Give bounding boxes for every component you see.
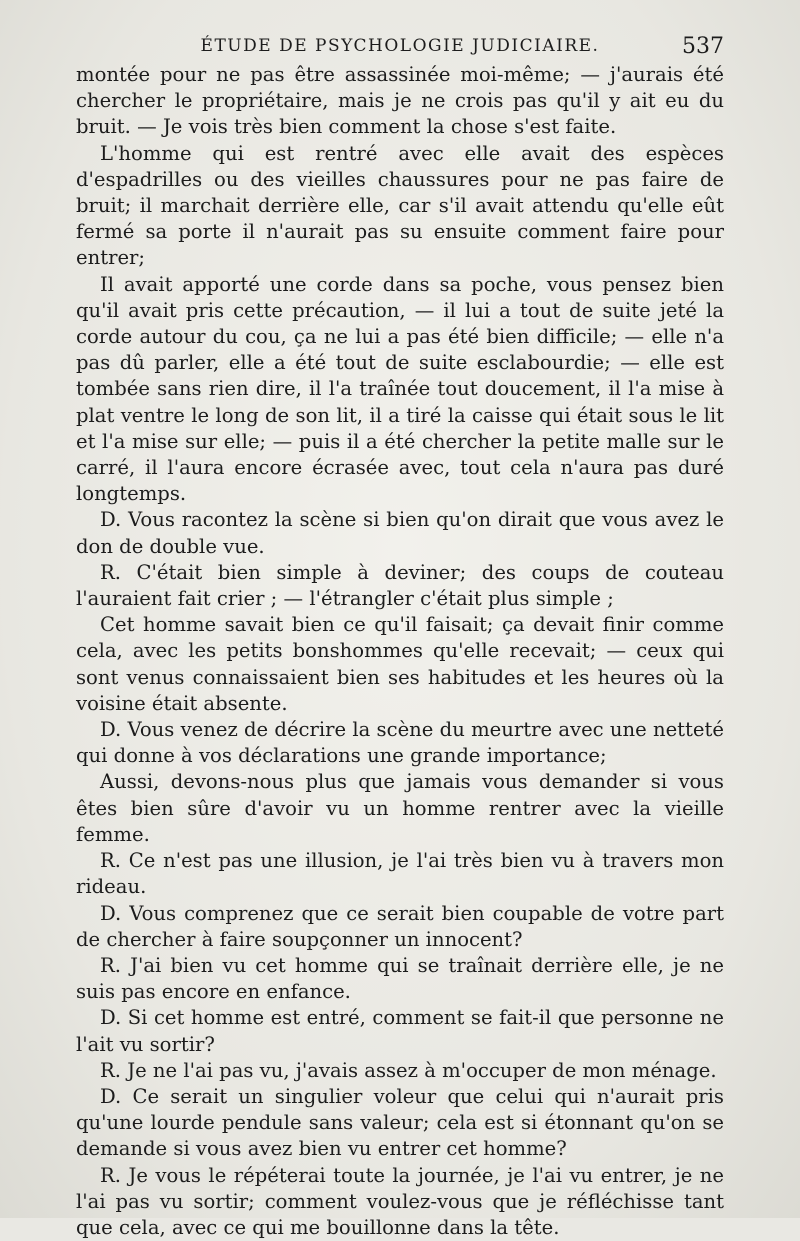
question-paragraph: D. Ce serait un singulier voleur que celui qui n'aurait pris qu'une lourde pendule sans valeur; cela est si étonnant qu'on se demande si vous avez bien vu entrer cet homme? bbox=[76, 1084, 724, 1161]
running-title: ÉTUDE DE PSYCHOLOGIE JUDICIAIRE. bbox=[200, 36, 600, 56]
question-paragraph: D. Si cet homme est entré, comment se fait-il que personne ne l'ait vu sortir? bbox=[76, 1006, 724, 1056]
body-text bbox=[76, 62, 724, 1241]
question-paragraph: D. Vous comprenez que ce serait bien coupable de votre part de chercher à faire soupçonner un innocent? bbox=[76, 901, 724, 951]
paragraph: Cet homme savait bien ce qu'il faisait; ça devait finir comme cela, avec les petits bonshommes qu'elle recevait; — ceux qui sont venus connaissaient bien ses habitudes et les heures où la voisine était absente. bbox=[76, 613, 724, 715]
paragraph: Aussi, devons-nous plus que jamais vous demander si vous êtes bien sûre d'avoir vu un homme rentrer avec la vieille femme. bbox=[76, 770, 724, 846]
paragraph-continued: montée pour ne pas être assassinée moi-même; — j'aurais été chercher le propriétaire, mais je ne crois pas qu'il y ait eu du bruit. — Je vois très bien comment la chose s'est faite. bbox=[76, 63, 724, 139]
answer-paragraph: R. Ce n'est pas une illusion, je l'ai très bien vu à travers mon rideau. bbox=[76, 849, 724, 899]
paragraph: L'homme qui est rentré avec elle avait des espèces d'espadrilles ou des vieilles chaussures pour ne pas faire de bruit; il marchait derrière elle, car s'il avait attendu qu'elle eût fermé sa porte il n'aurait pas su ensuite comment faire pour entrer; bbox=[76, 141, 724, 270]
answer-paragraph: R. J'ai bien vu cet homme qui se traînait derrière elle, je ne suis pas encore en enfance. bbox=[76, 953, 724, 1004]
answer-paragraph: R. Je vous le répéterai toute la journée, je l'ai vu entrer, je ne l'ai pas vu sortir; comment voulez-vous que je réfléchisse tant que cela, avec ce qui me bouillonne dans la tête. bbox=[76, 1163, 724, 1239]
answer-paragraph: R. C'était bien simple à deviner; des coups de couteau l'auraient fait crier ; — l'étrangler c'était plus simple ; bbox=[76, 560, 724, 611]
page-number: 537 bbox=[682, 34, 724, 59]
question-paragraph: D. Vous venez de décrire la scène du meurtre avec une netteté qui donne à vos déclarations une grande importance; bbox=[76, 718, 724, 768]
paragraph: Il avait apporté une corde dans sa poche, vous pensez bien qu'il avait pris cette précaution, — il lui a tout de suite jeté la corde autour du cou, ça ne lui a pas été bien difficile; — elle n'a pas dû parler, elle a été tout de suite esclabourdie; — elle est tombée sans rien dire, il l'a traînée tout doucement, il l'a mise à plat ventre le long de son lit, il a tiré la caisse qui était sous le lit et l'a mise sur elle; — puis il a été chercher la petite malle sur le carré, il l'aura encore écrasée avec, tout cela n'aura pas duré longtemps. bbox=[76, 272, 724, 506]
answer-paragraph: R. Je ne l'ai pas vu, j'avais assez à m'occuper de mon ménage. bbox=[100, 1058, 717, 1082]
question-paragraph: D. Vous racontez la scène si bien qu'on dirait que vous avez le don de double vue. bbox=[76, 508, 724, 558]
running-head bbox=[76, 34, 724, 62]
